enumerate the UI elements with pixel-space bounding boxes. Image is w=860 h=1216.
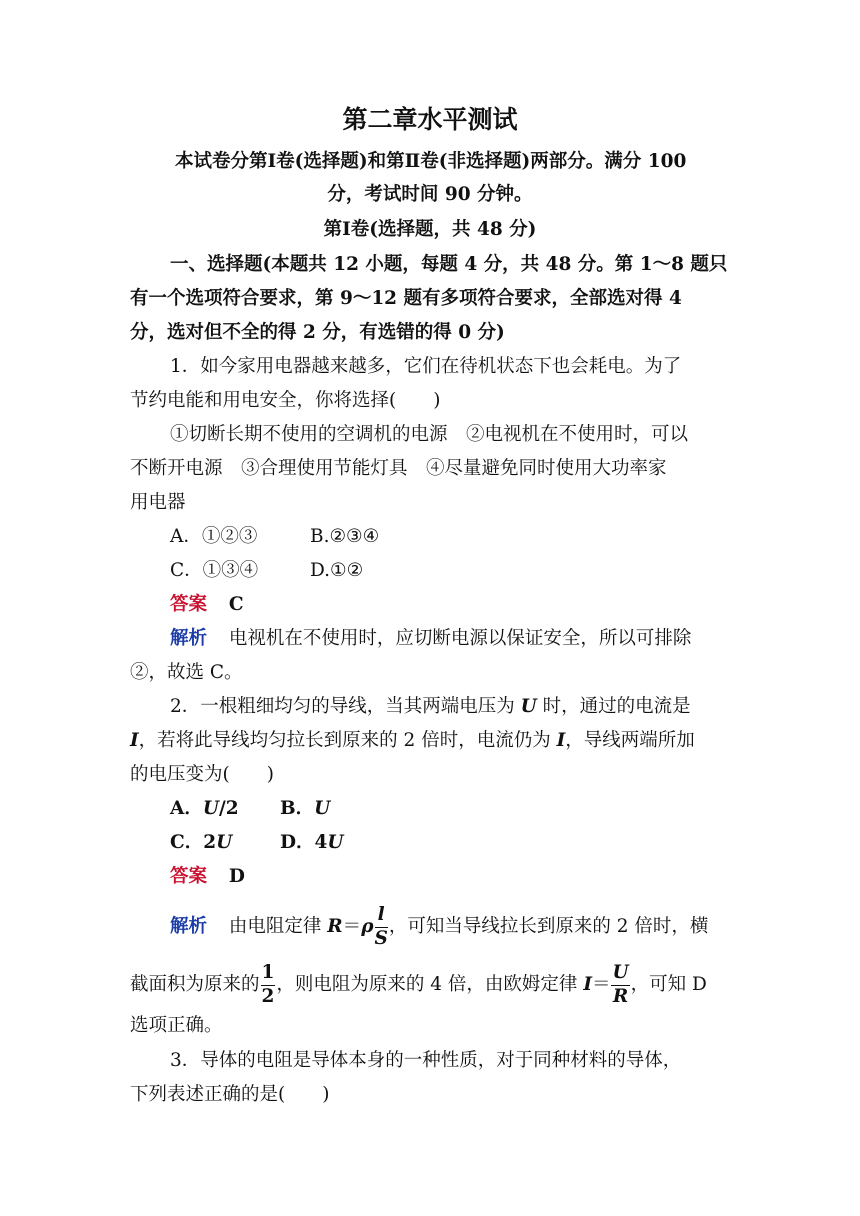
q1-option-c: C．①③④ bbox=[170, 560, 259, 581]
analysis-label: 解析 bbox=[170, 628, 208, 649]
q2-answer-value: D bbox=[228, 866, 245, 887]
q1-answer bbox=[170, 591, 770, 619]
q1-stem-line-2: 节约电能和用电安全，你将选择( ) bbox=[130, 390, 441, 411]
page-title: 第二章水平测试 bbox=[342, 105, 518, 134]
q2-stem-line-3: 的电压变为( ) bbox=[130, 764, 274, 785]
q2-options-row-2 bbox=[170, 829, 770, 857]
q1-options-row-1 bbox=[170, 523, 770, 551]
q1-stem-line-1: 1．如今家用电器越来越多，它们在待机状态下也会耗电。为了 bbox=[170, 356, 682, 377]
fraction-one-half: $\frac{1}{2}$ bbox=[261, 962, 275, 1007]
q1-statement-2: 不断开电源 ③合理使用节能灯具 ④尽量避免同时使用大功率家 bbox=[130, 458, 667, 479]
q2-option-b: B．U bbox=[280, 798, 331, 819]
q1-option-a: A．①②③ bbox=[170, 526, 258, 547]
q2-option-d: D．4U bbox=[280, 832, 344, 853]
q2-option-a: A．U/2 bbox=[170, 798, 239, 819]
q2-option-c: C．2U bbox=[170, 832, 233, 853]
q1-options-row-2 bbox=[170, 557, 770, 585]
part-heading: 第Ⅰ卷(选择题，共 48 分) bbox=[323, 219, 537, 240]
q1-analysis-line-2: ②，故选 C。 bbox=[130, 662, 243, 683]
q2-stem-line-2: I，若将此导线均匀拉长到原来的 2 倍时，电流仍为 I，导线两端所加 bbox=[130, 730, 695, 751]
q3-stem-line-1: 3．导体的电阻是导体本身的一种性质，对于同种材料的导体， bbox=[170, 1050, 682, 1071]
q2-analysis-line-3: 选项正确。 bbox=[130, 1015, 223, 1036]
section-instructions-2: 有一个选项符合要求，第 9～12 题有多项符合要求，全部选对得 4 bbox=[130, 288, 682, 309]
fraction-u-over-r: $\frac{U}{R}$ bbox=[612, 962, 629, 1007]
answer-label: 答案 bbox=[170, 866, 208, 887]
analysis-label: 解析 bbox=[170, 916, 208, 937]
fraction-l-over-s: $\frac{l}{S}$ bbox=[374, 904, 388, 949]
q2-options-row-1 bbox=[170, 795, 770, 823]
section-instructions-1: 一、选择题(本题共 12 小题，每题 4 分，共 48 分。第 1～8 题只 bbox=[170, 254, 728, 275]
q2-stem-line-1: 2．一根粗细均匀的导线，当其两端电压为 U 时，通过的电流是 bbox=[170, 696, 691, 717]
section-instructions-3: 分，选对但不全的得 2 分，有选错的得 0 分) bbox=[130, 322, 505, 343]
q3-stem-line-2: 下列表述正确的是( ) bbox=[130, 1084, 330, 1105]
q2-answer bbox=[170, 863, 770, 891]
intro-line-1: 本试卷分第Ⅰ卷(选择题)和第Ⅱ卷(非选择题)两部分。满分 100 bbox=[175, 151, 687, 172]
intro-line-2: 分，考试时间 90 分钟。 bbox=[327, 184, 533, 205]
q2-analysis-line-2: 截面积为原来的 $\frac{1}{2}$ ，则电阻为原来的 4 倍，由欧姆定律 I＝ $\frac{U}{R}$ ，可知 D bbox=[130, 962, 707, 1007]
q1-option-d: D.①② bbox=[310, 560, 364, 581]
q1-analysis-line-1: 解析 电视机在不使用时，应切断电源以保证安全，所以可排除 bbox=[170, 628, 692, 649]
q1-statement-1: ①切断长期不使用的空调机的电源 ②电视机在不使用时，可以 bbox=[170, 424, 689, 445]
q1-option-b: B.②③④ bbox=[310, 526, 380, 547]
q2-analysis-line-1: 解析 由电阻定律 R＝ρ $\frac{l}{S}$ ，可知当导线拉长到原来的 2 倍时，横 bbox=[170, 904, 709, 949]
q1-statement-3: 用电器 bbox=[130, 492, 186, 513]
q1-answer-value: C bbox=[228, 594, 244, 615]
answer-label: 答案 bbox=[170, 594, 208, 615]
